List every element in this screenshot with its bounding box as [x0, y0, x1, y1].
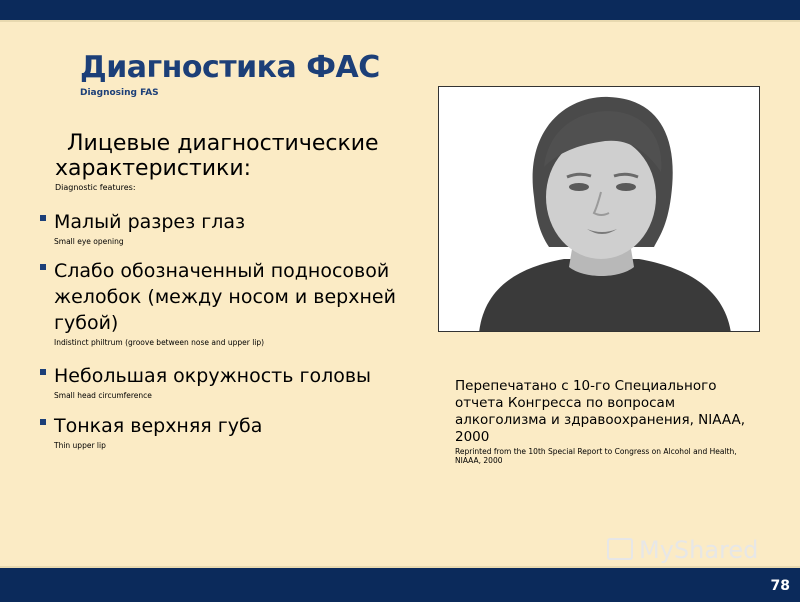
- page-number: 78: [770, 578, 790, 594]
- bullet-item: [40, 413, 400, 450]
- bullet-text-english: Indistinct philtrum (groove between nose and upper lip): [54, 338, 265, 347]
- bullet-item: [40, 363, 400, 400]
- bullet-text: Небольшая окружность головы: [54, 365, 372, 387]
- bullet-text: Слабо обозначенный подносовой желобок (между носом и верхней губой): [54, 260, 396, 334]
- bottom-banner: [0, 566, 800, 602]
- watermark-text: MyShared: [639, 536, 759, 564]
- bullet-text: Малый разрез глаз: [54, 211, 246, 233]
- child-portrait-image: [438, 86, 760, 332]
- section-heading-line1: Лицевые диагностические: [67, 131, 379, 156]
- bullet-square-icon: [40, 264, 46, 270]
- bullet-text-english: Thin upper lip: [54, 441, 106, 450]
- top-banner: [0, 0, 800, 22]
- section-heading-english: Diagnostic features:: [55, 183, 136, 192]
- bullet-item: [40, 209, 400, 246]
- bullet-text-english: Small head circumference: [54, 391, 152, 400]
- bullet-text: Тонкая верхняя губа: [54, 415, 263, 437]
- bullet-square-icon: [40, 215, 46, 221]
- slide-title-english: Diagnosing FAS: [80, 88, 159, 98]
- bullet-item: [40, 258, 400, 347]
- presentation-board-icon: [607, 538, 633, 560]
- section-heading: [55, 131, 395, 181]
- bullet-square-icon: [40, 369, 46, 375]
- portrait-illustration: [439, 87, 760, 332]
- watermark-logo: [607, 536, 758, 564]
- slide-title: Диагностика ФАС: [80, 50, 380, 85]
- image-credit-text: Перепечатано с 10-го Специального отчета Конгресса по вопросам алкоголизма и здравоохранения, NIAAA, 2000: [455, 378, 745, 445]
- bullet-text-english: Small eye opening: [54, 237, 124, 246]
- section-heading-line2: характеристики:: [55, 156, 252, 181]
- bullet-square-icon: [40, 419, 46, 425]
- image-credit-english: Reprinted from the 10th Special Report to Congress on Alcohol and Health, NIAAA, 2000: [455, 447, 737, 465]
- image-credit: [455, 378, 765, 465]
